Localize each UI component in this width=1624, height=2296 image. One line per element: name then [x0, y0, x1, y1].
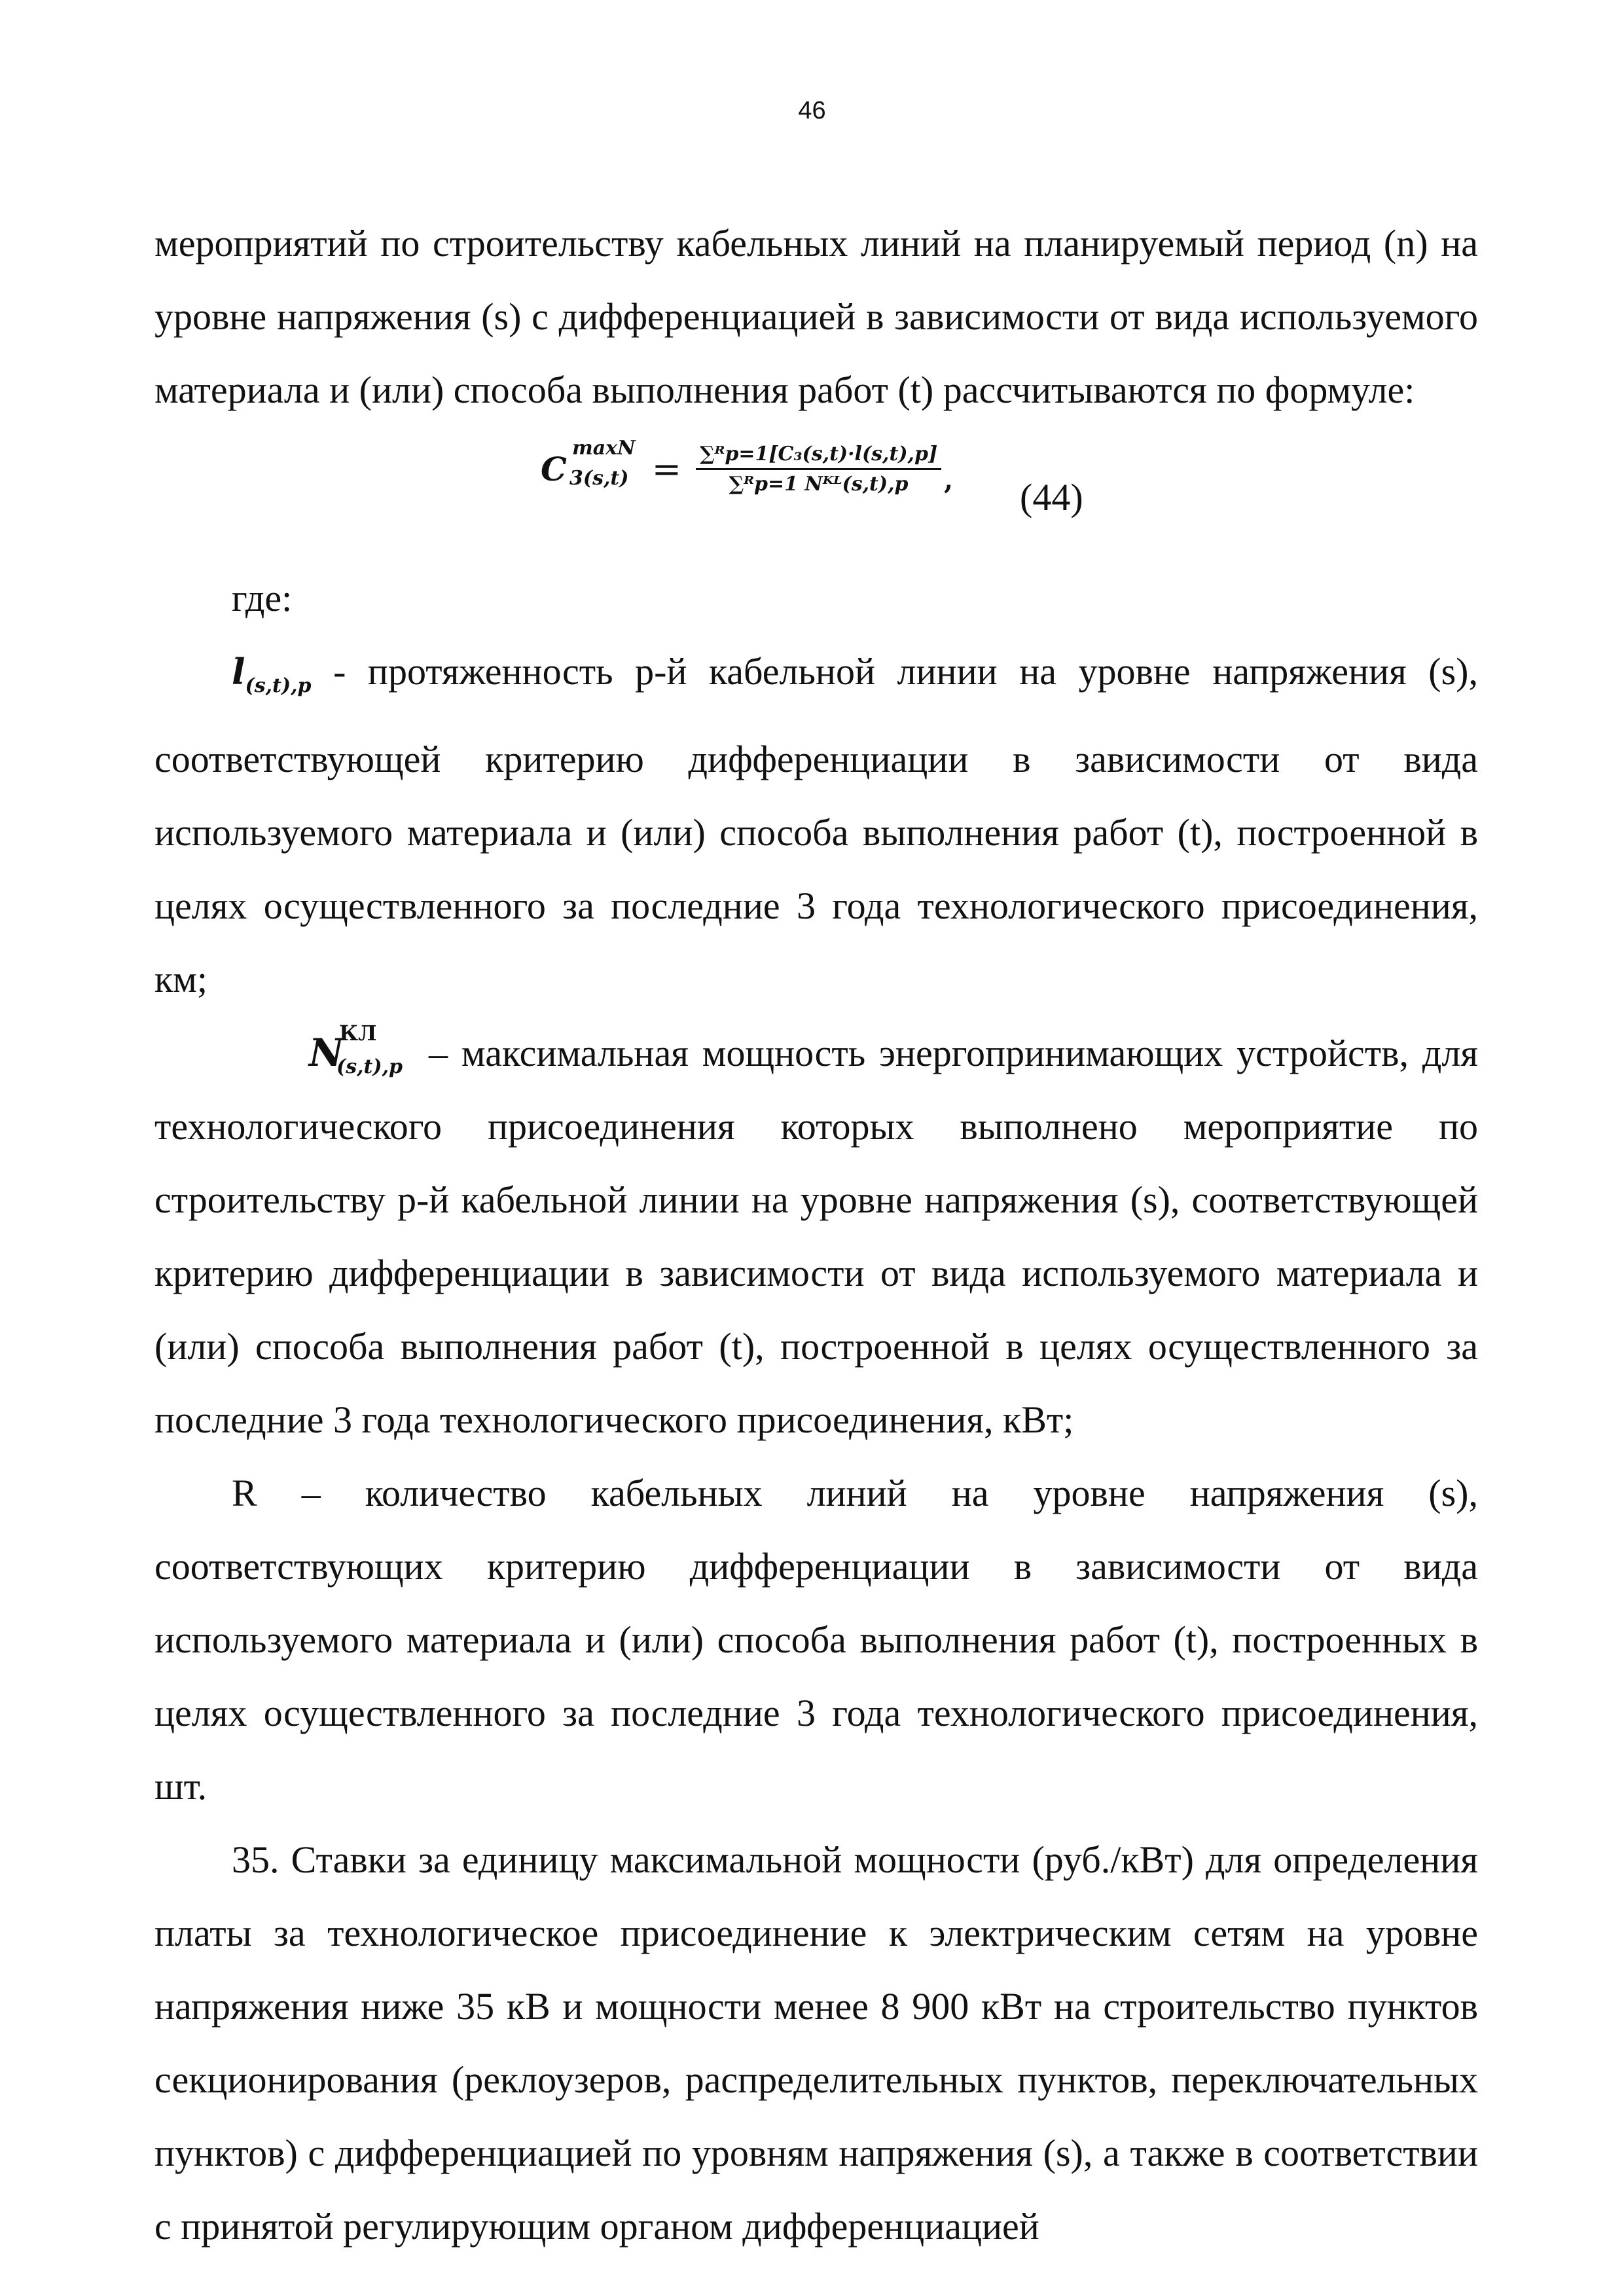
definition-n-text: – максимальная мощность энергопринимающих устройств, для технологического присоединения которых выполнено мероприятие по строительству p-й кабельной линии на уровне напряжения (s), соответствующей критерию дифференциации в зависимости от вида используемого материала и (или) способа выполнения работ (t), построенной в целях осуществленного за последние 3 года технологического присоединения, кВт;: [154, 1031, 1478, 1441]
formula-denominator: ∑ᴿp=1 Nᴷᴸ(s,t),p: [729, 473, 909, 496]
formula-lhs-subscript: 3(s,t): [569, 467, 629, 490]
formula-lhs-superscript: maxN: [572, 437, 636, 460]
symbol-l-subscript: (s,t),p: [245, 674, 312, 697]
equation-number: (44): [1020, 476, 1083, 519]
intro-paragraph: мероприятий по строительству кабельных линий на планируемый период (n) на уровне напряжения (s) с дифференциацией в зависимости от вида используемого материала и (или) способа выполнения работ (t) рассчитываются по формуле:: [154, 222, 1478, 411]
symbol-n-superscript: КЛ: [339, 1020, 377, 1046]
symbol-l: [232, 651, 312, 697]
definition-l-text: - протяженность p-й кабельной линии на уровне напряжения (s), соответствующей критерию дифференциации в зависимости от вида используемого материала и (или) способа выполнения работ (t), построенной в целях осуществленного за последние 3 года технологического присоединения, км;: [154, 650, 1478, 1000]
definition-r-text: – количество кабельных линий на уровне напряжения (s), соответствующих критерию дифференциации в зависимости от вида используемого материала и (или) способа выполнения работ (t), построенных в целях осуществленного за последние 3 года технологического присоединения, шт.: [154, 1471, 1478, 1808]
formula-block: [154, 424, 1478, 562]
formula-equals-sign: =: [651, 448, 682, 490]
symbol-n-base: N: [309, 1030, 344, 1075]
definition-l: [154, 635, 1478, 1016]
symbol-n: [232, 1016, 429, 1089]
document-body: [154, 207, 1478, 2263]
section-35-paragraph: 35. Ставки за единицу максимальной мощности (руб./кВт) для определения платы за технологическое присоединение к электрическим сетям на уровне напряжения ниже 35 кВ и мощности менее 8 900 кВт на строительство пунктов секционирования (реклоузеров, распределительных пунктов, переключательных пунктов) с дифференциацией по уровням напряжения (s), а также в соответствии с принятой регулирующим органом дифференциацией: [154, 1838, 1478, 2248]
symbol-r: R: [232, 1471, 257, 1514]
formula-lhs-base: C: [541, 450, 567, 488]
formula-comma: ,: [944, 465, 954, 496]
page-number: 46: [798, 97, 826, 124]
symbol-l-base: l: [232, 651, 245, 693]
formula-44: [541, 437, 954, 496]
symbol-n-subscript: (s,t),p: [336, 1055, 403, 1078]
formula-numerator: ∑ᴿp=1[C₃(s,t)·l(s,t),p]: [696, 443, 941, 470]
definition-n: [154, 1016, 1478, 1457]
formula-lhs: [541, 437, 636, 490]
where-label: где:: [232, 577, 293, 619]
definition-r: [154, 1457, 1478, 1823]
formula-fraction: [696, 443, 941, 496]
